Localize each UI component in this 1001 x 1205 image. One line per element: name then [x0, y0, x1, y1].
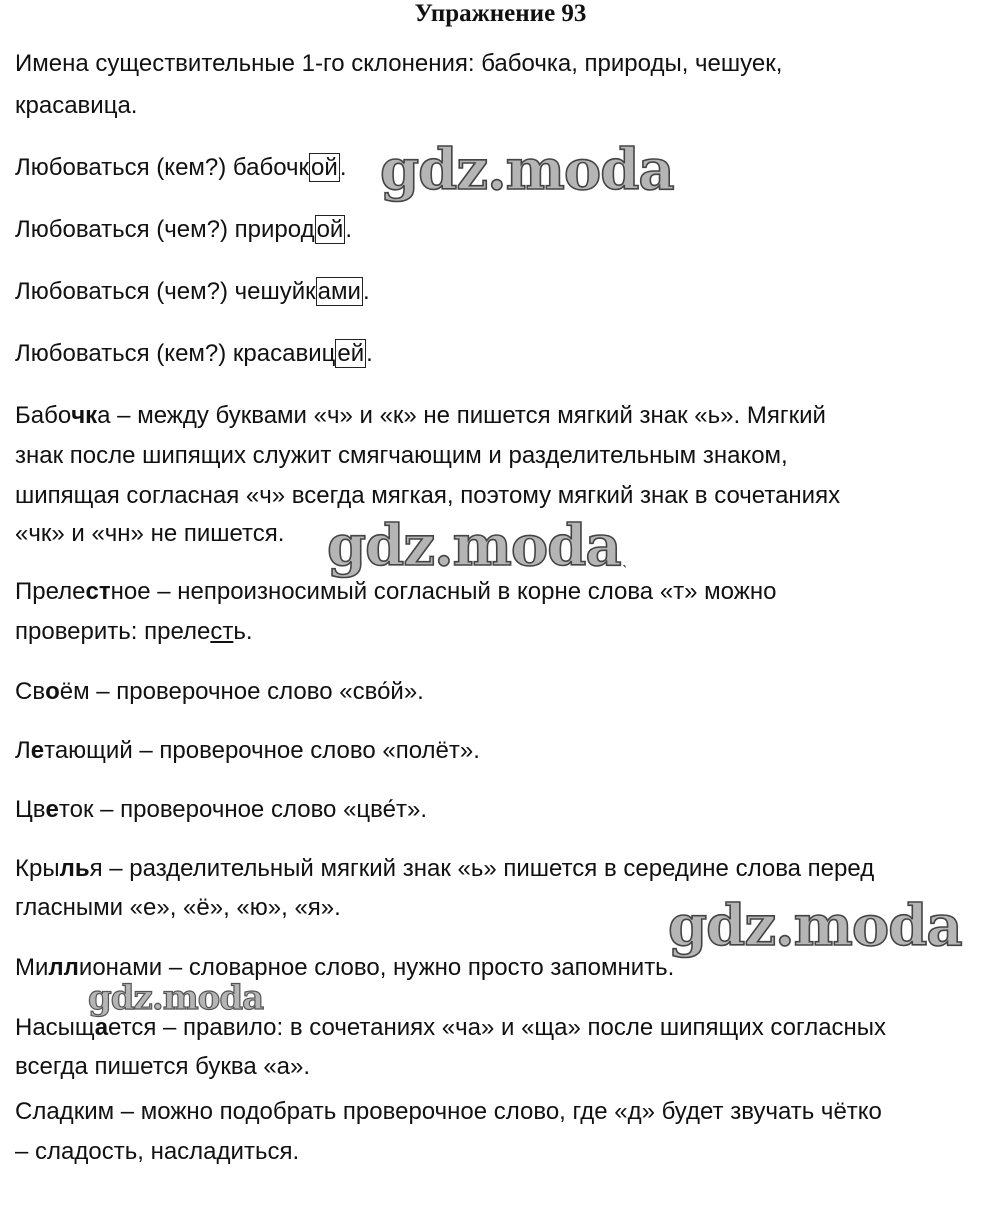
word: Насыщ [15, 1014, 95, 1041]
explanation: – проверочное слово «полёт». [132, 737, 480, 764]
highlight: чк [71, 402, 98, 429]
highlight: ст [85, 578, 111, 605]
explanation: – разделительный мягкий знак «ь» пишется в середине слова перед [102, 855, 875, 882]
watermark: gdz.moda [380, 137, 674, 203]
text: проверить: преле [15, 618, 211, 645]
highlight: о [45, 678, 60, 705]
text: ость, насла [88, 1138, 217, 1165]
krylya-line-1 [15, 849, 874, 889]
explanation: – проверочное слово «цве́т». [93, 796, 427, 823]
highlight: а [94, 1014, 109, 1041]
letayushchiy-line [15, 731, 480, 771]
word: Бабо [15, 402, 72, 429]
word: Сладким [15, 1098, 115, 1125]
explanation: – словарное слово, нужно просто запомнить. [162, 954, 675, 981]
example-punct: . [366, 340, 373, 367]
highlight: е [30, 737, 45, 764]
watermark: gdz.moda [668, 893, 962, 959]
ending-box: ой [316, 216, 344, 243]
stray-mark: ˎ [622, 548, 628, 568]
ending-box: ой [311, 154, 338, 181]
nasyshchaetsya-line-2: всегда пишется буква «а». [15, 1053, 311, 1080]
word: ионами [78, 954, 163, 981]
babochka-line-1 [15, 396, 826, 436]
word: ток [58, 796, 94, 823]
word: Св [15, 678, 46, 705]
intro-line-2: красавица. [15, 92, 138, 119]
svoem-line [15, 672, 424, 712]
word: тающий [44, 737, 133, 764]
word: ется [108, 1014, 157, 1041]
word: а [97, 402, 111, 429]
highlight: ль [59, 855, 90, 882]
sladkim-line-1 [15, 1092, 882, 1132]
underlined: д [216, 1138, 231, 1165]
example-line [15, 148, 346, 188]
explanation: – непроизносимый согласный в корне слова «т» можно [150, 578, 777, 605]
example-text: Любоваться (кем?) бабочк [15, 154, 310, 181]
underlined: д [74, 1138, 89, 1165]
word: ём [59, 678, 90, 705]
example-line [15, 210, 352, 250]
babochka-line-3: шипящая согласная «ч» всегда мягкая, поэтому мягкий знак в сочетаниях [15, 482, 841, 509]
word: Ми [15, 954, 49, 981]
example-text: Любоваться (чем?) природ [15, 216, 315, 243]
word: я [89, 855, 103, 882]
babochka-line-2: знак после шипящих служит смягчающим и разделительным знаком, [15, 442, 788, 469]
example-text: Любоваться (чем?) чешуйк [15, 278, 316, 305]
text: – сла [15, 1138, 75, 1165]
word: Л [15, 737, 31, 764]
example-punct: . [339, 154, 347, 181]
example-line [15, 272, 370, 312]
watermark: gdz.moda [327, 513, 621, 579]
watermark: gdz.moda [88, 978, 264, 1018]
explanation: – проверочное слово «сво́й». [89, 678, 424, 705]
ending-box: ей [337, 340, 365, 367]
tsvetok-line [15, 790, 427, 830]
prelestnoe-line-2 [15, 612, 253, 652]
word: ное [110, 578, 151, 605]
ending-box: ами [317, 278, 361, 305]
text: ь. [233, 618, 253, 645]
highlight: лл [48, 954, 79, 981]
babochka-line-4: «чк» и «чн» не пишется. [15, 520, 285, 547]
underlined: ст [210, 618, 234, 645]
explanation: – правило: в сочетаниях «ча» и «ща» после шипящих согласных [156, 1014, 887, 1041]
word: Кры [15, 855, 60, 882]
example-text: Любоваться (кем?) красавиц [15, 340, 336, 367]
word: Цв [15, 796, 46, 823]
intro-line-1: Имена существительные 1-го склонения: бабочка, природы, чешуек, [15, 50, 783, 77]
example-punct: . [345, 216, 353, 243]
example-line [15, 334, 373, 374]
krylya-line-2: гласными «е», «ё», «ю», «я». [15, 894, 341, 921]
word: Преле [15, 578, 86, 605]
text: иться. [230, 1138, 300, 1165]
sladkim-line-2 [15, 1132, 299, 1172]
example-punct: . [362, 278, 370, 305]
page-title: Упражнение 93 [414, 0, 587, 27]
highlight: е [45, 796, 59, 823]
explanation: – между буквами «ч» и «к» не пишется мягкий знак «ь». Мягкий [110, 402, 826, 429]
explanation: – можно подобрать проверочное слово, где «д» будет звучать чётко [114, 1098, 882, 1125]
